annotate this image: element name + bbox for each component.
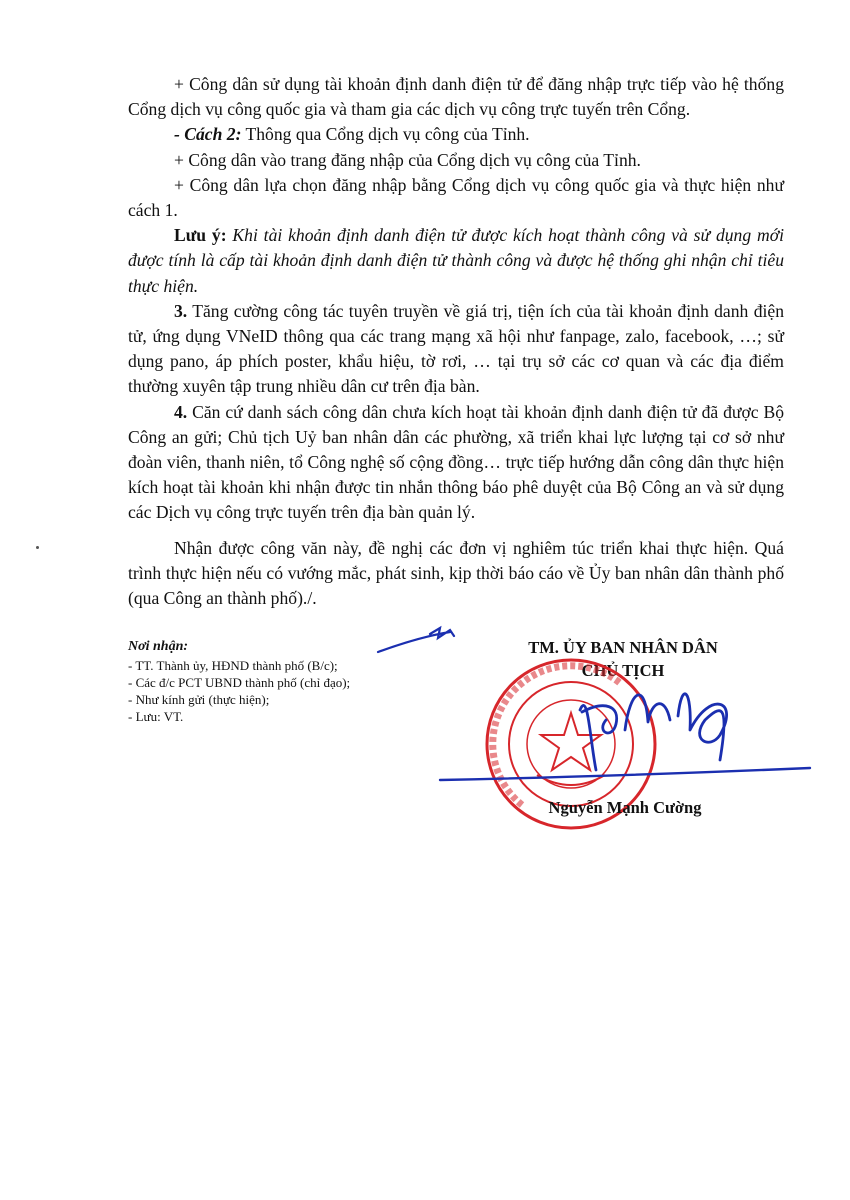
recipients-list xyxy=(128,657,428,725)
paragraph-account-login: + Công dân sử dụng tài khoản định danh điện tử để đăng nhập trực tiếp vào hệ thống Cổng dịch vụ công quốc gia và tham gia các dịch vụ công trực tuyến trên Cổng. xyxy=(128,74,784,120)
method-2-text: Thông qua Cổng dịch vụ công của Tỉnh. xyxy=(241,124,530,145)
signature-title-line1: TM. ỦY BAN NHÂN DÂN xyxy=(528,638,718,657)
item-4-number: 4. xyxy=(174,401,188,422)
signature-stroke xyxy=(580,694,727,770)
recipients-heading: Nơi nhận: xyxy=(128,639,189,654)
recipient-item: - Lưu: VT. xyxy=(128,709,184,724)
signature-underline xyxy=(440,768,810,780)
paragraph-provincial-portal: + Công dân vào trang đăng nhập của Cổng dịch vụ công của Tỉnh. xyxy=(174,149,641,170)
paragraph-national-login: + Công dân lựa chọn đăng nhập bằng Cổng dịch vụ công quốc gia và thực hiện như cách 1. xyxy=(128,174,784,221)
item-3-number: 3. xyxy=(174,300,188,321)
note-label: Lưu ý: xyxy=(174,225,227,246)
recipient-item: - Như kính gửi (thực hiện); xyxy=(128,692,270,707)
handwritten-signature xyxy=(420,620,820,820)
signature-title-line2: CHỦ TỊCH xyxy=(581,661,665,680)
paragraph-method-2 xyxy=(128,122,784,147)
paragraph-item-3 xyxy=(128,299,784,400)
item-3-text: Tăng cường công tác tuyên truyền về giá trị, tiện ích của tài khoản định danh điện tử, ứng dụng VNeID thông qua các trang mạng xã hội như fanpage, zalo, facebook, …; sử dụng pano, áp phích poster, khẩu hiệu, tờ rơi, … tại trụ sở các cơ quan và các địa điểm thường xuyên tập trung nhiều dân cư trên địa bàn. xyxy=(128,300,784,397)
paragraph-note xyxy=(128,223,784,299)
item-4-text: Căn cứ danh sách công dân chưa kích hoạt tài khoản định danh điện tử đã được Bộ Công an gửi; Chủ tịch Uỷ ban nhân dân các phường, xã triển khai lực lượng tại cơ sở như đoàn viên, thanh niên, tổ Công nghệ số cộng đồng… trực tiếp hướng dẫn công dân thực hiện kích hoạt tài khoản khi nhận được tin nhắn thông báo phê duyệt của Bộ Công an và sử dụng các Dịch vụ công trực tuyến trên địa bàn quản lý. xyxy=(128,401,784,523)
recipient-item: - Các đ/c PCT UBND thành phố (chỉ đạo); xyxy=(128,675,351,690)
signer-name: Nguyễn Mạnh Cường xyxy=(548,798,702,817)
document-body xyxy=(128,72,784,611)
paragraph-item-4 xyxy=(128,400,784,526)
scan-speck xyxy=(36,546,39,549)
method-2-label: - Cách 2: xyxy=(174,124,242,145)
note-text: Khi tài khoản định danh điện tử được kích hoạt thành công và sử dụng mới được tính là cấp tài khoản định danh điện tử thành công và được hệ thống ghi nhận chỉ tiêu thực hiện. xyxy=(128,225,784,296)
paragraph-closing: Nhận được công văn này, đề nghị các đơn vị nghiêm túc triển khai thực hiện. Quá trình thực hiện nếu có vướng mắc, phát sinh, kịp thời báo cáo về Ủy ban nhân dân thành phố (qua Công an thành phố)./. xyxy=(128,537,784,609)
recipient-item: - TT. Thành ủy, HĐND thành phố (B/c); xyxy=(128,658,338,673)
